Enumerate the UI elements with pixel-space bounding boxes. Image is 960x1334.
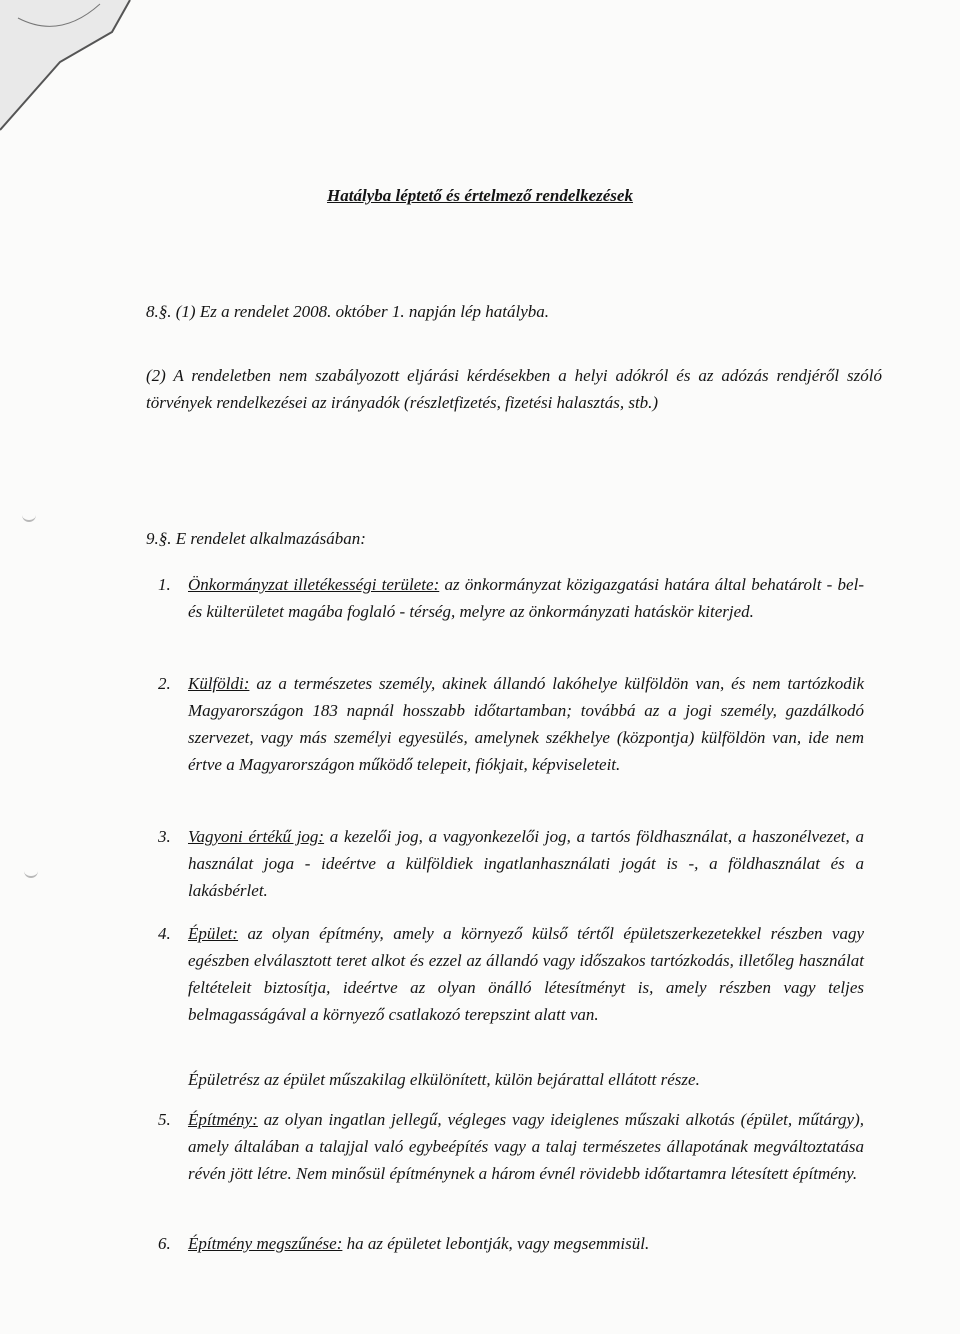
document-title: Hatályba léptető és értelmező rendelkezések xyxy=(327,186,633,205)
section-9-heading: 9.§. E rendelet alkalmazásában: xyxy=(146,529,366,548)
item-number: 4. xyxy=(158,924,171,943)
definition-term: Épület: xyxy=(188,924,239,943)
definition-item xyxy=(188,920,864,1028)
definition-term: Építmény megszűnése: xyxy=(188,1234,343,1253)
definition-item xyxy=(188,670,864,778)
definition-text: az önkormányzat közigazgatási határa által behatárolt - bel- és külterületet magába foglaló - térség, melyre az önkormányzati hatáskör kiterjed. xyxy=(188,575,864,621)
punch-hole-mark xyxy=(22,510,36,522)
definition-item xyxy=(188,1230,864,1257)
definition-text: az olyan építmény, amely a környező külső tértől épületszerkezetekkel részben vagy egészben elválasztott teret alkot és ezzel az állandó vagy időszakos tartózkodás, illetőleg használat feltételeit biztosítja, ideértve az olyan önálló létesítményt is, amely részben vagy teljes belmagasságával a környező csatlakozó terepszint alatt van. xyxy=(188,924,864,1024)
item-number: 1. xyxy=(158,575,171,594)
definition-item xyxy=(188,823,864,904)
definition-item xyxy=(188,571,864,625)
item-number: 2. xyxy=(158,674,171,693)
item-number: 5. xyxy=(158,1110,171,1129)
item-number: 3. xyxy=(158,827,171,846)
definition-text: az a természetes személy, akinek állandó lakóhelye külföldön van, és nem tartózkodik Magyarországon 183 napnál hosszabb időtartamban; továbbá az a jogi személy, gazdálkodó szervezet, vagy más személyi egyesülés, amelynek székhelye (központja) külföldön van, ide nem értve a Magyarországon működő telepeit, fiókjait, képviseleteit. xyxy=(188,674,864,774)
definition-item xyxy=(188,1106,864,1187)
item-number: 6. xyxy=(158,1234,171,1253)
definition-term: Önkormányzat illetékességi területe: xyxy=(188,575,440,594)
section-8-paragraph-2: (2) A rendeletben nem szabályozott eljárási kérdésekben a helyi adókról és az adózás rendjéről szóló törvények rendelkezései az irányadók (részletfizetés, fizetési halasztás, stb.) xyxy=(146,366,882,412)
definition-text: ha az épületet lebontják, vagy megsemmisül. xyxy=(342,1234,650,1253)
definition-term: Vagyoni értékű jog: xyxy=(188,827,325,846)
definition-text: az olyan ingatlan jellegű, végleges vagy ideiglenes műszaki alkotás (épület, műtárgy), amely általában a talajjal való egybeépítés vagy a talaj természetes állapotának megváltoztatása révén jött létre. Nem minősül építménynek a három évnél rövidebb időtartamra létesített építmény. xyxy=(188,1110,864,1183)
definition-text: a kezelői jog, a vagyonkezelői jog, a tartós földhasználat, a haszonélvezet, a használat joga - ideértve a külföldiek ingatlanhasználati jogát is -, a földhasználat és a lakásbérlet. xyxy=(188,827,864,900)
definition-term: Külföldi: xyxy=(188,674,250,693)
definition-term: Építmény: xyxy=(188,1110,258,1129)
punch-hole-mark xyxy=(24,866,38,878)
section-8-paragraph-1: 8.§. (1) Ez a rendelet 2008. október 1. napján lép hatályba. xyxy=(146,302,550,321)
definition-continuation: Épületrész az épület műszakilag elkülönített, külön bejárattal ellátott része. xyxy=(188,1070,700,1089)
